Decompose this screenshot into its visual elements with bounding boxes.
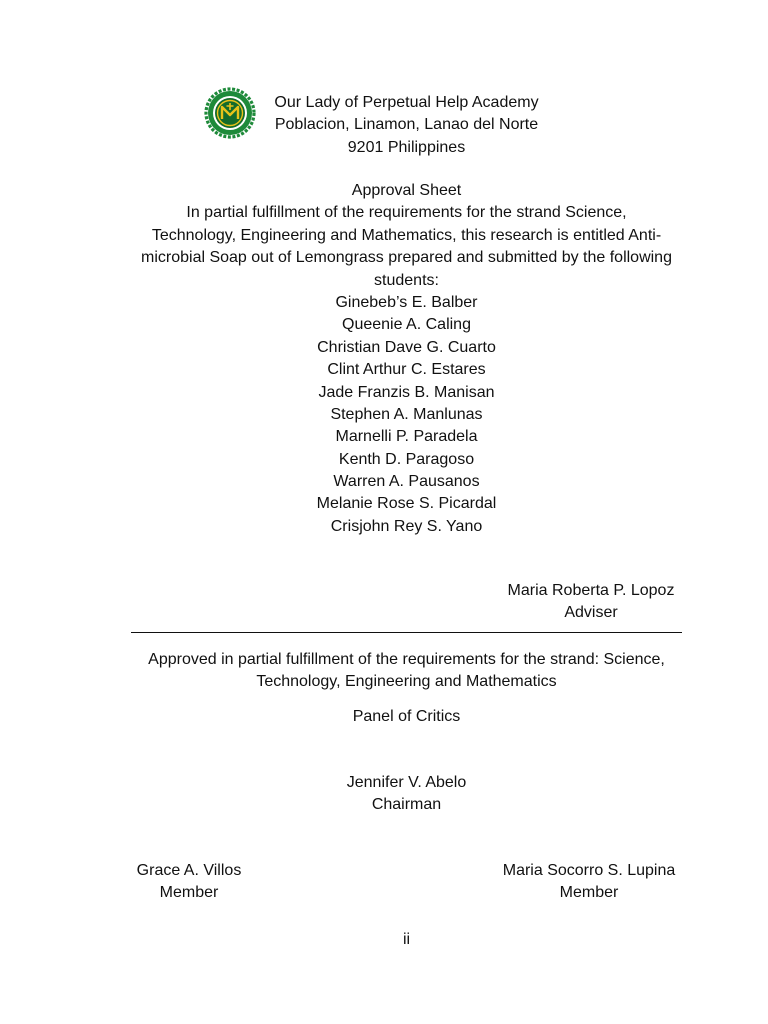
member-name: Grace A. Villos bbox=[136, 862, 242, 879]
school-address: Poblacion, Linamon, Lanao del Norte bbox=[274, 116, 539, 134]
panel-title: Panel of Critics bbox=[352, 708, 461, 725]
approval-section bbox=[131, 180, 682, 538]
member-name: Maria Socorro S. Lupina bbox=[502, 862, 676, 879]
adviser-role: Adviser bbox=[564, 604, 618, 622]
panel-title-block bbox=[131, 706, 682, 728]
adviser-signature bbox=[491, 580, 691, 625]
student-name: Queenie A. Caling bbox=[342, 316, 471, 334]
student-name: Clint Arthur C. Estares bbox=[327, 361, 486, 379]
chairman-signature bbox=[131, 772, 682, 817]
member-signature-left bbox=[89, 860, 289, 905]
intro-line: students: bbox=[374, 271, 439, 289]
student-name: Stephen A. Manlunas bbox=[330, 405, 483, 423]
student-name: Jade Franzis B. Manisan bbox=[318, 383, 495, 401]
member-signature-right bbox=[489, 860, 689, 905]
member-role: Member bbox=[159, 884, 219, 902]
section-divider bbox=[131, 632, 682, 633]
school-postal: 9201 Philippines bbox=[347, 138, 466, 156]
page-number: ii bbox=[402, 931, 411, 948]
chairman-name: Jennifer V. Abelo bbox=[346, 774, 467, 791]
student-name: Christian Dave G. Cuarto bbox=[317, 338, 496, 356]
student-name: Kenth D. Paragoso bbox=[338, 450, 475, 468]
school-header bbox=[131, 92, 682, 159]
member-role: Member bbox=[559, 884, 619, 902]
student-name: Crisjohn Rey S. Yano bbox=[330, 517, 483, 535]
intro-line: In partial fulfillment of the requirements for the strand Science, bbox=[186, 204, 627, 222]
page-number-block bbox=[131, 929, 682, 951]
student-name: Melanie Rose S. Picardal bbox=[316, 495, 497, 513]
student-name: Warren A. Pausanos bbox=[333, 473, 480, 491]
intro-line: microbial Soap out of Lemongrass prepared and submitted by the following bbox=[141, 249, 672, 267]
intro-line: Technology, Engineering and Mathematics, this research is entitled Anti- bbox=[151, 226, 662, 244]
student-name: Marnelli P. Paradela bbox=[335, 428, 478, 446]
approval-title: Approval Sheet bbox=[351, 182, 462, 199]
approved-line: Approved in partial fulfillment of the requirements for the strand: Science, bbox=[148, 651, 665, 668]
student-name: Ginebeb’s E. Balber bbox=[335, 293, 478, 311]
approved-line: Technology, Engineering and Mathematics bbox=[256, 673, 557, 691]
school-name: Our Lady of Perpetual Help Academy bbox=[274, 94, 539, 111]
chairman-role: Chairman bbox=[371, 796, 442, 814]
adviser-name: Maria Roberta P. Lopoz bbox=[507, 582, 675, 599]
approved-statement bbox=[131, 649, 682, 694]
